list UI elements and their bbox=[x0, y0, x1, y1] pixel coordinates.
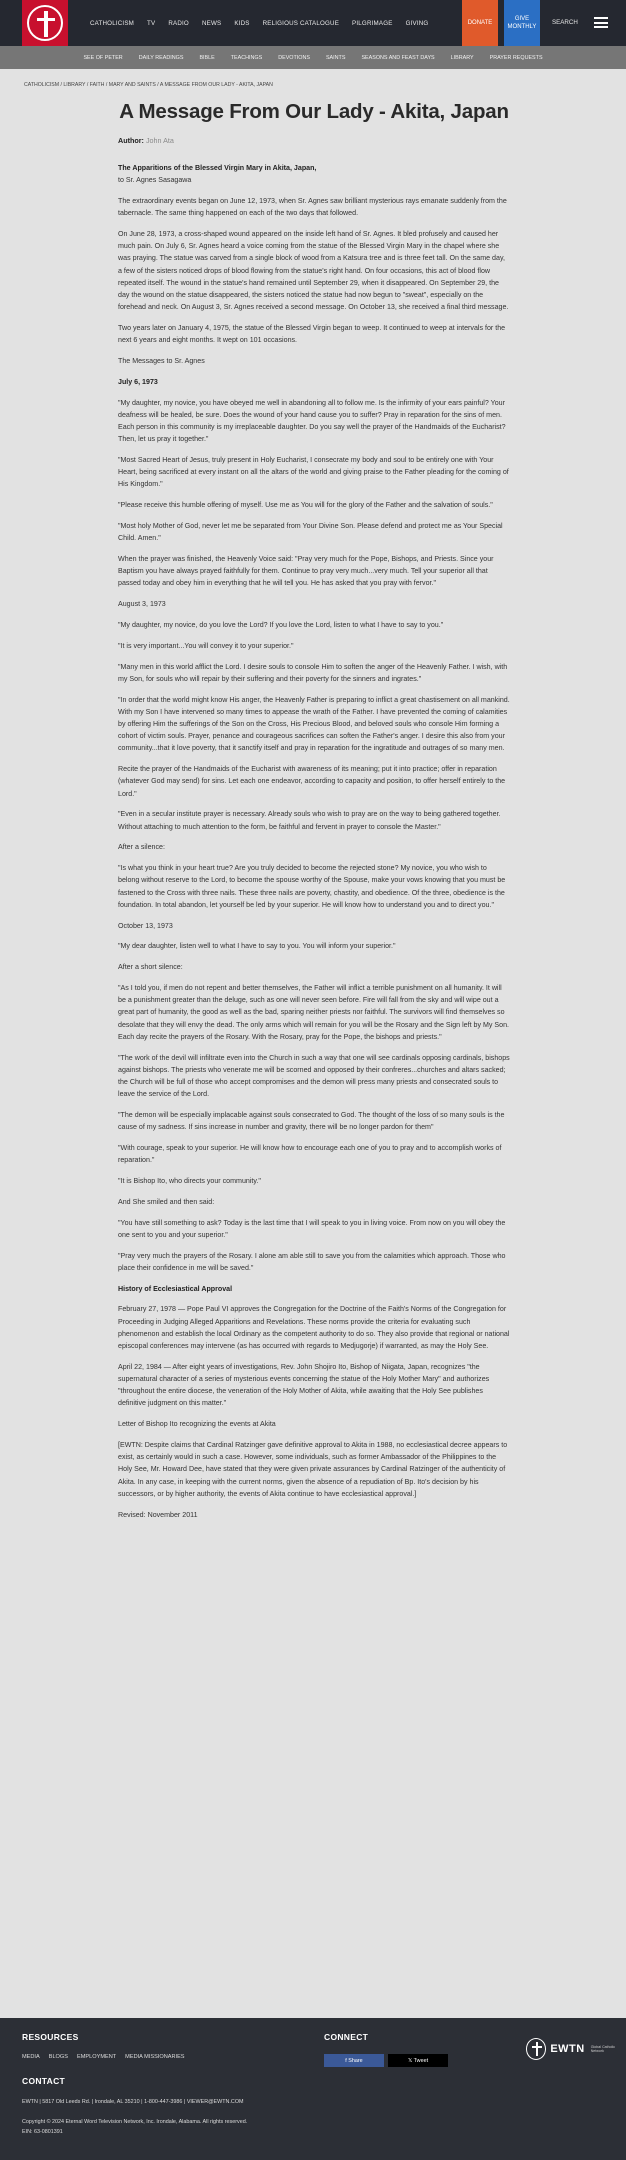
footer-link-blogs[interactable]: BLOGS bbox=[48, 2054, 68, 2060]
ewtn-wordmark: EWTN bbox=[550, 2043, 585, 2055]
article-paragraph: The Apparitions of the Blessed Virgin Mary in Akita, Japan, bbox=[118, 164, 317, 172]
article-paragraph: After a short silence: bbox=[118, 963, 183, 972]
nav-religious-catalogue[interactable]: RELIGIOUS CATALOGUE bbox=[262, 19, 340, 27]
article-paragraph: When the prayer was finished, the Heavenly Voice said: "Pray very much for the Pope, Bishops, and Priests. Since your Baptism you have always prayed faithfully for them. Continue to pray very much...very much. Tell your superior all that passed today and obey him in everything that he will tell you. He has asked that you pray with fervor." bbox=[118, 555, 494, 588]
author-line bbox=[118, 136, 510, 145]
article-paragraph: October 13, 1973 bbox=[118, 921, 173, 930]
search-link[interactable]: SEARCH bbox=[552, 19, 578, 26]
article-paragraph: "My daughter, my novice, do you love the Lord? If you love the Lord, listen to what I have to say to you." bbox=[118, 621, 444, 630]
article-paragraph: to Sr. Agnes Sasagawa bbox=[118, 176, 192, 185]
article-paragraph: The Messages to Sr. Agnes bbox=[118, 357, 205, 366]
article-paragraph: "With courage, speak to your superior. He will know how to encourage each one of you to pray and to accomplish works of reparation." bbox=[118, 1144, 502, 1165]
footer-ewtn-logo[interactable] bbox=[526, 2038, 626, 2060]
article-paragraph: February 27, 1978 — Pope Paul VI approves the Congregation for the Doctrine of the Faith's Norms of the Congregation for Proceeding in Judging Alleged Apparitions and Revelations. These norms provide the criteria for evaluating such phenomenon and establish the local Ordinary as the competent authority to do so. They also provide that regional or national episcopal conferences may intervene (as has occurred with regards to Medjugorje) if warranted, as may the Holy See. bbox=[118, 1305, 510, 1351]
subnav-seasons-feast-days[interactable]: SEASONS AND FEAST DAYS bbox=[361, 54, 435, 61]
article-paragraph: "The demon will be especially implacable against souls consecrated to God. The thought of the loss of so many souls is the cause of my sadness. If sins increase in number and gravity, there will be no longer pardon for them" bbox=[118, 1111, 505, 1132]
author-name[interactable]: John Ata bbox=[145, 136, 174, 145]
article-paragraph: "My daughter, my novice, you have obeyed me well in abandoning all to follow me. Is the infirmity of your ears painful? Your deafness will be healed, be sure. Does the wound of your hand cause you to suffer? Pray in reparation for the sins of men. Each person in this community is my irreplaceable daughter. Do you say well the prayer of the Handmaids of the Eucharist? Then, let us pray it together." bbox=[118, 398, 506, 444]
subnav-see-of-peter[interactable]: SEE OF PETER bbox=[83, 54, 123, 61]
secondary-navigation bbox=[0, 46, 626, 69]
donate-button[interactable]: DONATE bbox=[462, 0, 498, 46]
main-menu bbox=[90, 0, 441, 46]
article-paragraph: "Please receive this humble offering of myself. Use me as You will for the glory of the Father and the salvation of souls." bbox=[118, 501, 493, 510]
article-paragraph: "In order that the world might know His anger, the Heavenly Father is preparing to inflict a great chastisement on all mankind. With my Son I have intervened so many times to appease the wrath of the Father. I have prevented the coming of calamities by offering Him the sufferings of the Son on the Cross, His Precious Blood, and beloved souls who console Him forming a cohort of victim souls. Prayer, penance and courageous sacrifices can soften the Father's anger. I desire this also from your community...that it love poverty, that it sanctify itself and pray in reparation for the ingratitude and outrages of so many men. bbox=[118, 695, 510, 753]
cross-icon bbox=[27, 5, 63, 41]
article-paragraph: [EWTN: Despite claims that Cardinal Ratzinger gave definitive approval to Akita in 1988, no ecclesiastical decree appears to exist, as certainly would in such a case. However, some individuals, such as former Ambassador of the Philippines to the Holy See, Mr. Howard Dee, have stated that they were given private assurances by Cardinal Ratzinger of the authenticity of Akita. In any case, in keeping with the current norms, given the absence of a repudiation of Bp. Ito's decision by his successors, or by higher authority, the events of Akita continue to have ecclesiastical approval.] bbox=[118, 1441, 508, 1498]
article-paragraph: "Is what you think in your heart true? Are you truly decided to become the rejected stone? My novice, you who wish to belong without reserve to the Lord, to become the spouse worthy of the Spouse, make your vows knowing that you must be fastened to the Cross with three nails. These three nails are poverty, chastity, and obedience. Of the three, obedience is the foundation. In total abandon, let yourself be led by your superior. He will know how to understand you and to direct you." bbox=[118, 864, 506, 909]
ein: EIN: 63-0801391 bbox=[22, 2129, 63, 2135]
subnav-library[interactable]: LIBRARY bbox=[450, 54, 474, 61]
article-paragraph: Recite the prayer of the Handmaids of the Eucharist with awareness of its meaning; put it into practice; offer in reparation (whatever God may send) for sins. Let each one endeavor, according to capacity and position, to offer herself entirely to the Lord." bbox=[118, 765, 506, 798]
author-label: Author: bbox=[118, 136, 144, 145]
nav-giving[interactable]: GIVING bbox=[405, 19, 429, 27]
nav-radio[interactable]: RADIO bbox=[168, 19, 189, 27]
article-paragraph: "Most holy Mother of God, never let me be separated from Your Divine Son. Please defend and protect me as Your Special Child. Amen." bbox=[118, 522, 503, 543]
resources-links bbox=[22, 2054, 194, 2060]
connect-title: CONNECT bbox=[324, 2032, 369, 2042]
hamburger-menu-icon[interactable] bbox=[594, 17, 608, 28]
subnav-prayer-requests[interactable]: PRAYER REQUESTS bbox=[489, 54, 543, 61]
article-paragraph: The extraordinary events began on June 12, 1973, when Sr. Agnes saw brilliant mysterious rays emanate suddenly from the tabernacle. The same thing happened on each of the two days that followed. bbox=[118, 197, 507, 218]
article-paragraph: April 22, 1984 — After eight years of investigations, Rev. John Shojiro Ito, Bishop of Niigata, Japan, recognizes "the supernatural character of a series of mysterious events concerning the statue of the Holy Mother Mary" and authorizes "throughout the entire diocese, the veneration of the Holy Mother of Akita, while awaiting that the Holy See publishes definitive judgment on this matter." bbox=[118, 1362, 490, 1408]
article bbox=[118, 100, 510, 1529]
article-paragraph: July 6, 1973 bbox=[118, 377, 158, 386]
give-monthly-button[interactable]: GIVE MONTHLY bbox=[504, 0, 540, 46]
article-body bbox=[118, 162, 510, 1521]
footer-link-media-missionaries[interactable]: MEDIA MISSIONARIES bbox=[125, 2054, 185, 2060]
article-paragraph: Letter of Bishop Ito recognizing the events at Akita bbox=[118, 1420, 276, 1429]
resources-title: RESOURCES bbox=[22, 2032, 79, 2042]
nav-catholicism[interactable]: CATHOLICISM bbox=[90, 19, 135, 27]
subnav-teachings[interactable]: TEACHINGS bbox=[230, 54, 263, 61]
subnav-daily-readings[interactable]: DAILY READINGS bbox=[138, 54, 184, 61]
article-paragraph: And She smiled and then said: bbox=[118, 1197, 215, 1206]
article-paragraph: "As I told you, if men do not repent and better themselves, the Father will inflict a terrible punishment on all humanity. It will be a punishment greater than the deluge, such as one will never seen before. Fire will fall from the sky and will wipe out a great part of humanity, the good as well as the bad, sparing neither priests nor faithful. The survivors will find themselves so desolate that they will envy the dead. The only arms which will remain for you will be the Rosary and the Sign left by My Son. Each day recite the prayers of the Rosary. With the Rosary, pray for the Pope, the bishops and priests." bbox=[118, 984, 510, 1041]
subnav-saints[interactable]: SAINTS bbox=[325, 54, 346, 61]
contact-address: EWTN | 5817 Old Leeds Rd. | Irondale, AL 35210 | 1-800-447-3986 | VIEWER@EWTN.COM bbox=[22, 2099, 244, 2105]
article-paragraph: "It is Bishop Ito, who directs your community." bbox=[118, 1177, 261, 1186]
article-paragraph: "You have still something to ask? Today is the last time that I will speak to you in living voice. From now on you will obey the one sent to you and your superior." bbox=[118, 1218, 506, 1239]
top-navigation bbox=[0, 0, 626, 46]
article-paragraph: On June 28, 1973, a cross-shaped wound appeared on the inside left hand of Sr. Agnes. It bled profusely and caused her much pain. On July 6, Sr. Agnes heard a voice coming from the statue of the Blessed Virgin Mary in the chapel where she was praying. The statue was carved from a single block of wood from a Katsura tree and is three feet tall. On the same day, a few of the sisters noticed drops of blood flowing from the statue's right hand. On four occasions, this act of blood flow repeated itself. The wound in the statue's hand remained until September 29, when it disappeared. On September 29, the day the wound on the statue disappeared, the sisters noticed the statue had now begun to "sweat", especially on the forehead and neck. On August 3, Sr. Agnes received a second message. On October 13, she received a final third message. bbox=[118, 230, 509, 312]
article-paragraph: "My dear daughter, listen well to what I have to say to you. You will inform your superior." bbox=[118, 942, 396, 951]
article-paragraph: August 3, 1973 bbox=[118, 600, 166, 609]
article-paragraph: Revised: November 2011 bbox=[118, 1510, 198, 1519]
cross-icon bbox=[526, 2038, 546, 2060]
ewtn-logo[interactable] bbox=[22, 0, 68, 46]
copyright: Copyright © 2024 Eternal Word Television Network, Inc. Irondale, Alabama. All rights reserved. bbox=[22, 2119, 248, 2125]
article-paragraph: "Many men in this world afflict the Lord. I desire souls to console Him to soften the anger of the Heavenly Father. I wish, with my Son, for souls who will repair by their suffering and their poverty for the sinners and ingrates." bbox=[118, 662, 508, 683]
article-paragraph: "Most Sacred Heart of Jesus, truly present in Holy Eucharist, I consecrate my body and soul to be entirely one with Your Heart, being sacrificed at every instant on all the altars of the world and giving praise to the Father pleading for the coming of His Kingdom." bbox=[118, 456, 509, 489]
footer-link-employment[interactable]: EMPLOYMENT bbox=[77, 2054, 117, 2060]
footer-link-media[interactable]: MEDIA bbox=[22, 2054, 40, 2060]
contact-title: CONTACT bbox=[22, 2076, 66, 2086]
breadcrumb[interactable]: CATHOLICISM / LIBRARY / FAITH / MARY AND SAINTS / A MESSAGE FROM OUR LADY - AKITA, JAPAN bbox=[24, 82, 273, 88]
ewtn-tagline: Global Catholic Network bbox=[590, 2044, 616, 2053]
page-title: A Message From Our Lady - Akita, Japan bbox=[119, 100, 509, 123]
nav-tv[interactable]: TV bbox=[147, 19, 156, 27]
subnav-bible[interactable]: BIBLE bbox=[199, 54, 215, 61]
article-paragraph: "It is very important...You will convey it to your superior." bbox=[118, 641, 294, 650]
nav-kids[interactable]: KIDS bbox=[234, 19, 250, 27]
subnav-devotions[interactable]: DEVOTIONS bbox=[278, 54, 310, 61]
article-paragraph: After a silence: bbox=[118, 843, 165, 852]
article-paragraph: History of Ecclesiastical Approval bbox=[118, 1284, 233, 1293]
facebook-share-button[interactable]: f Share bbox=[324, 2054, 384, 2067]
article-paragraph: "Even in a secular institute prayer is necessary. Already souls who wish to pray are on the way to being gathered together. Without attaching to much attention to the form, be faithful and fervent in prayer to console the Master." bbox=[118, 810, 501, 831]
nav-pilgrimage[interactable]: PILGRIMAGE bbox=[352, 19, 393, 27]
article-paragraph: "Pray very much the prayers of the Rosary. I alone am able still to save you from the calamities which approach. Those who place their confidence in me will be saved." bbox=[118, 1251, 506, 1272]
article-paragraph: Two years later on January 4, 1975, the statue of the Blessed Virgin began to weep. It continued to weep at intervals for the next 6 years and eight months. It wept on 101 occasions. bbox=[118, 324, 506, 345]
footer bbox=[0, 2018, 626, 2160]
x-tweet-button[interactable]: 𝕏 Tweet bbox=[388, 2054, 448, 2067]
article-paragraph: "The work of the devil will infiltrate even into the Church in such a way that one will see cardinals opposing cardinals, bishops against bishops. The priests who venerate me will be scorned and opposed by their confreres...churches and altars sacked; the Church will be full of those who accept compromises and the demon will press many priests and consecrated souls to leave the service of the Lord. bbox=[118, 1053, 510, 1099]
nav-news[interactable]: NEWS bbox=[201, 19, 222, 27]
